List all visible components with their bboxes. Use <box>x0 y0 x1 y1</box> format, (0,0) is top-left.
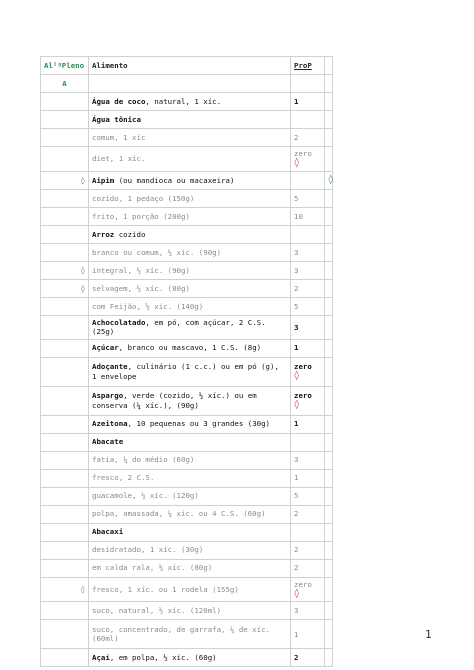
prop-value: 1 <box>294 473 299 483</box>
row-marker-cell <box>41 469 89 487</box>
table-row <box>41 261 333 279</box>
row-marker-cell <box>41 505 89 523</box>
food-name-bold: Água de coco <box>92 96 146 106</box>
prop-value: 1 <box>294 419 299 429</box>
table-row <box>41 357 333 386</box>
food-description: , em pó, com açúcar, 2 C.S. (25g) <box>92 317 266 337</box>
prop-value-cell <box>291 339 325 357</box>
prop-value-cell <box>291 207 325 225</box>
red-diamond-icon: ◊ <box>294 371 300 382</box>
row-marker-cell <box>41 207 89 225</box>
prop-value: 3 <box>294 606 299 616</box>
prop-value: 2 <box>294 132 299 142</box>
table-row <box>41 297 333 315</box>
food-description: selvagem, ½ xíc. (80g) <box>92 283 190 293</box>
prop-value-cell <box>291 93 325 111</box>
food-description: fatia, ¼ do médio (60g) <box>92 455 195 465</box>
prop-value: 3 <box>294 322 299 332</box>
prop-value: 2 <box>294 283 299 293</box>
row-marker-cell <box>41 189 89 207</box>
food-name-cell <box>89 279 291 297</box>
table-row <box>41 451 333 469</box>
food-name-bold: Abacate <box>92 437 124 447</box>
row-marker-cell <box>41 559 89 577</box>
table-row <box>41 315 333 339</box>
row-marker-cell <box>41 261 89 279</box>
prop-value-cell <box>291 171 325 189</box>
prop-value-cell <box>291 357 325 386</box>
prop-value-cell <box>291 577 325 602</box>
food-description: , em polpa, ½ xíc. (60g) <box>109 653 217 663</box>
side-cell <box>325 279 333 297</box>
food-name-bold: Água tônica <box>92 114 141 124</box>
food-name-cell <box>89 523 291 541</box>
food-name-cell <box>89 620 291 649</box>
prop-value-cell <box>291 279 325 297</box>
food-name-bold: Achocolatado <box>92 317 146 327</box>
header-alimento: Alimento <box>89 57 291 75</box>
food-name-cell <box>89 505 291 523</box>
prop-value: 10 <box>294 211 303 221</box>
table-row <box>41 225 333 243</box>
food-description: polpa, amassada, ¼ xíc. ou 4 C.S. (60g) <box>92 509 266 519</box>
prop-value-cell <box>291 261 325 279</box>
table-row <box>41 243 333 261</box>
row-marker-cell <box>41 297 89 315</box>
side-cell <box>325 415 333 433</box>
food-description: , natural, 1 xíc. <box>145 96 222 106</box>
row-marker-cell <box>41 415 89 433</box>
row-marker-cell <box>41 386 89 415</box>
food-description: cozido <box>114 229 146 239</box>
food-description: frito, 1 porção (200g) <box>92 211 190 221</box>
table-row <box>41 171 333 189</box>
row-marker-cell <box>41 433 89 451</box>
food-name-bold: Arroz <box>92 229 115 239</box>
table-row <box>41 189 333 207</box>
letter-row-empty <box>291 75 325 93</box>
food-name-cell <box>89 386 291 415</box>
row-marker-cell <box>41 279 89 297</box>
table-row <box>41 505 333 523</box>
header-prop: ProP <box>291 57 325 75</box>
food-description: comum, 1 xíc <box>92 132 146 142</box>
table-row <box>41 386 333 415</box>
row-marker-cell <box>41 147 89 172</box>
prop-value-cell <box>291 315 325 339</box>
food-name-cell <box>89 415 291 433</box>
table-row <box>41 415 333 433</box>
table-row <box>41 577 333 602</box>
food-name-bold: Azeitona <box>92 419 128 429</box>
row-marker-cell <box>41 357 89 386</box>
row-marker-cell <box>41 339 89 357</box>
side-cell <box>325 541 333 559</box>
section-letter: A <box>41 75 89 93</box>
side-cell <box>325 451 333 469</box>
row-marker-cell <box>41 243 89 261</box>
table-row <box>41 279 333 297</box>
table-row <box>41 559 333 577</box>
row-marker-cell <box>41 649 89 667</box>
prop-value: 2 <box>294 545 299 555</box>
side-cell <box>325 386 333 415</box>
row-marker-cell <box>41 487 89 505</box>
food-description: fresco, 2 C.S. <box>92 473 155 483</box>
side-cell <box>325 297 333 315</box>
prop-value-cell <box>291 523 325 541</box>
row-marker-cell <box>41 129 89 147</box>
table-row <box>41 147 333 172</box>
row-marker-cell <box>41 93 89 111</box>
side-cell <box>325 225 333 243</box>
red-diamond-icon: ◊ <box>294 400 300 411</box>
food-description: suco, natural, ½ xíc. (120ml) <box>92 606 222 616</box>
food-name-cell <box>89 189 291 207</box>
food-description: suco, concentrado, de garrafa, ¼ de xíc. (60ml) <box>92 625 270 644</box>
letter-row-empty <box>89 75 291 93</box>
food-name-cell <box>89 451 291 469</box>
side-cell <box>325 487 333 505</box>
side-cell <box>325 433 333 451</box>
prop-value: 2 <box>294 653 299 663</box>
prop-value-cell <box>291 189 325 207</box>
prop-value-cell <box>291 505 325 523</box>
table-row <box>41 649 333 667</box>
prop-value: 2 <box>294 509 299 519</box>
prop-value-cell <box>291 649 325 667</box>
side-cell <box>325 147 333 172</box>
food-name-cell <box>89 357 291 386</box>
row-marker-cell <box>41 620 89 649</box>
letter-row-empty <box>325 75 333 93</box>
food-description: , verde (cozido, ½ xíc.) ou em conserva (¼ xíc.), (90g) <box>92 391 257 410</box>
prop-value-cell <box>291 297 325 315</box>
food-description: , branco ou mascavo, 1 C.S. (8g) <box>118 343 262 353</box>
food-description: cozido, 1 pedaço (150g) <box>92 193 195 203</box>
letter-row <box>41 75 333 93</box>
green-diamond-icon: ◊ <box>80 265 85 275</box>
food-name-cell <box>89 243 291 261</box>
food-description: em calda rala, ½ xíc. (80g) <box>92 563 213 573</box>
food-name-cell <box>89 541 291 559</box>
food-description: integral, ½ xíc. (90g) <box>92 265 190 275</box>
table-header-row <box>41 57 333 75</box>
prop-value-cell <box>291 129 325 147</box>
side-cell <box>325 602 333 620</box>
food-name-cell <box>89 93 291 111</box>
prop-value-cell <box>291 620 325 649</box>
prop-value-cell <box>291 147 325 172</box>
side-cell <box>325 129 333 147</box>
side-cell <box>325 315 333 339</box>
food-description: , 10 pequenas ou 3 grandes (30g) <box>127 419 270 429</box>
table-row <box>41 93 333 111</box>
food-description: diet, 1 xíc. <box>92 154 146 164</box>
prop-value: zero <box>294 149 312 158</box>
row-marker-cell <box>41 315 89 339</box>
table-row <box>41 487 333 505</box>
prop-value: 1 <box>294 343 299 353</box>
side-cell <box>325 261 333 279</box>
table-row <box>41 523 333 541</box>
prop-value: 1 <box>294 629 299 639</box>
food-name-bold: Aspargo <box>92 391 124 401</box>
side-cell <box>325 469 333 487</box>
table-row <box>41 469 333 487</box>
green-diamond-icon: ◊ <box>80 175 85 185</box>
table-row <box>41 339 333 357</box>
food-description: desidratado, 1 xíc. (30g) <box>92 545 204 555</box>
red-diamond-icon: ◊ <box>294 589 300 600</box>
side-cell <box>325 559 333 577</box>
food-name-cell <box>89 147 291 172</box>
food-name-bold: Adoçante <box>92 362 128 372</box>
prop-value-cell <box>291 602 325 620</box>
side-cell <box>325 189 333 207</box>
table-row <box>41 111 333 129</box>
table-row <box>41 620 333 649</box>
green-diamond-icon: ◊ <box>80 283 85 293</box>
row-marker-cell <box>41 602 89 620</box>
green-diamond-icon: ◊ <box>80 584 85 594</box>
header-side-cell <box>325 57 333 75</box>
prop-value-cell <box>291 243 325 261</box>
table-row <box>41 207 333 225</box>
prop-value-cell <box>291 541 325 559</box>
row-marker-cell <box>41 225 89 243</box>
prop-value: 5 <box>294 193 299 203</box>
side-cell <box>325 577 333 602</box>
food-name-cell <box>89 649 291 667</box>
side-cell <box>325 339 333 357</box>
prop-value: 3 <box>294 265 299 275</box>
side-cell <box>325 93 333 111</box>
food-name-cell <box>89 469 291 487</box>
row-marker-cell <box>41 541 89 559</box>
food-name-cell <box>89 559 291 577</box>
prop-value-cell <box>291 433 325 451</box>
food-description: guacamole, ½ xíc. (120g) <box>92 491 199 501</box>
food-name-cell <box>89 339 291 357</box>
prop-value: 3 <box>294 455 299 465</box>
food-description: , culinário (1 c.c.) ou em pó (g), 1 envelope <box>92 362 279 381</box>
food-name-bold: Açúcar <box>92 343 119 353</box>
prop-value-cell <box>291 225 325 243</box>
food-name-cell <box>89 602 291 620</box>
food-name-cell <box>89 487 291 505</box>
prop-value-cell <box>291 469 325 487</box>
prop-value: zero <box>294 390 312 400</box>
prop-value-cell <box>291 559 325 577</box>
side-cell <box>325 523 333 541</box>
table-row <box>41 541 333 559</box>
red-diamond-icon: ◊ <box>294 158 300 169</box>
food-description: (ou mandioca ou macaxeira) <box>114 175 235 185</box>
prop-value: zero <box>294 361 312 371</box>
food-description: branco ou comum, ½ xíc. (90g) <box>92 247 222 257</box>
food-name-cell <box>89 297 291 315</box>
prop-value: 2 <box>294 563 299 573</box>
prop-value-cell <box>291 451 325 469</box>
table-row <box>41 602 333 620</box>
food-description: fresco, 1 xíc. ou 1 rodela (155g) <box>92 584 239 594</box>
food-table <box>40 56 333 667</box>
food-name-cell <box>89 111 291 129</box>
row-marker-cell <box>41 111 89 129</box>
side-cell <box>325 649 333 667</box>
side-cell <box>325 505 333 523</box>
side-cell <box>325 357 333 386</box>
row-marker-cell <box>41 451 89 469</box>
prop-value: zero <box>294 579 312 589</box>
food-name-bold: Abacaxi <box>92 527 124 537</box>
food-name-cell <box>89 207 291 225</box>
side-cell <box>325 207 333 225</box>
food-description: com Feijão, ½ xíc. (140g) <box>92 301 204 311</box>
prop-value: 3 <box>294 247 299 257</box>
food-name-cell <box>89 225 291 243</box>
food-name-cell <box>89 171 291 189</box>
row-marker-cell <box>41 171 89 189</box>
prop-value: 5 <box>294 301 299 311</box>
prop-value-cell <box>291 415 325 433</box>
green-diamond-icon: ◊ <box>328 175 334 186</box>
food-name-bold: Aipim <box>92 175 115 185</box>
prop-value: 1 <box>294 96 299 106</box>
prop-value-cell <box>291 386 325 415</box>
food-name-bold: Açaí <box>92 653 110 663</box>
prop-value-cell <box>291 111 325 129</box>
table-row <box>41 433 333 451</box>
table-row <box>41 129 333 147</box>
side-cell <box>325 111 333 129</box>
food-name-cell <box>89 315 291 339</box>
side-cell <box>325 171 333 189</box>
header-alig-pleno: AlᴵᵍPleno <box>41 57 89 75</box>
side-cell <box>325 620 333 649</box>
side-cell <box>325 243 333 261</box>
prop-value: 5 <box>294 491 299 501</box>
prop-value-cell <box>291 487 325 505</box>
row-marker-cell <box>41 577 89 602</box>
food-name-cell <box>89 261 291 279</box>
row-marker-cell <box>41 523 89 541</box>
page-number: 1 <box>425 628 432 641</box>
food-name-cell <box>89 433 291 451</box>
food-name-cell <box>89 577 291 602</box>
food-name-cell <box>89 129 291 147</box>
